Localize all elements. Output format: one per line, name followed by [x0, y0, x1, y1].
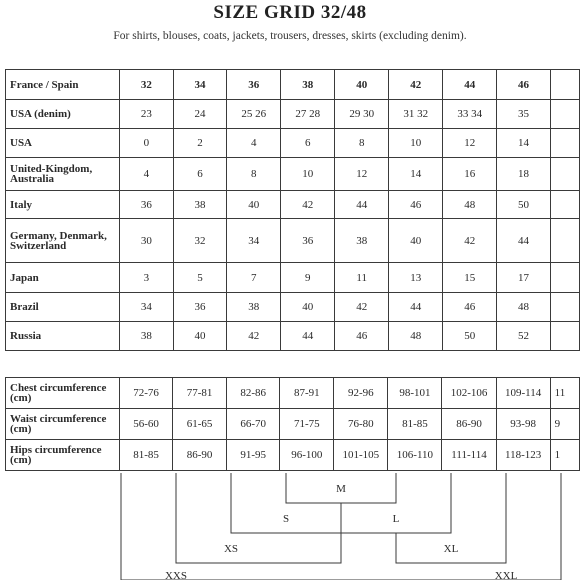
table-cell: 42 [389, 70, 443, 100]
row-label: Germany, Denmark, Switzerland [6, 219, 120, 263]
table-cell: 44 [281, 322, 335, 351]
table-cell: 6 [173, 158, 227, 191]
table-cell: 87-91 [280, 378, 334, 409]
table-cell: 48 [389, 322, 443, 351]
table-cell: 40 [227, 191, 281, 219]
table-cell: 38 [281, 70, 335, 100]
table-cell: 38 [227, 293, 281, 322]
table-cell: 34 [173, 70, 227, 100]
table-cell: 5 [173, 263, 227, 293]
table-cell: 106-110 [388, 440, 442, 471]
table-cell: 34 [227, 219, 281, 263]
table-cell: 25 26 [227, 100, 281, 129]
row-label: Brazil [6, 293, 120, 322]
table-cell: 102-106 [442, 378, 496, 409]
row-label: USA (denim) [6, 100, 120, 129]
table-cell: 92-96 [334, 378, 388, 409]
row-label: USA [6, 129, 120, 158]
table-cell: 0 [120, 129, 174, 158]
table-cell: 30 [120, 219, 174, 263]
table-cell: 9 [281, 263, 335, 293]
table-cell: 36 [173, 293, 227, 322]
table-cell: 3 [120, 263, 174, 293]
table-cell: 36 [120, 191, 174, 219]
table-cell: 96-100 [280, 440, 334, 471]
table-cell: 50 [443, 322, 497, 351]
table-cell: 42 [281, 191, 335, 219]
table-cell: 44 [443, 70, 497, 100]
table-cell: 36 [281, 219, 335, 263]
table-cell: 1 [550, 440, 579, 471]
row-label: Hips circumference (cm) [6, 440, 120, 471]
row-label: United-Kingdom, Australia [6, 158, 120, 191]
table-cell: 12 [335, 158, 389, 191]
table-cell: 93-98 [496, 409, 550, 440]
table-cell: 9 [550, 409, 579, 440]
table-cell: 98-101 [388, 378, 442, 409]
table-cell: 40 [281, 293, 335, 322]
table-cell: 76-80 [334, 409, 388, 440]
table-cell: 101-105 [334, 440, 388, 471]
table-cell: 8 [335, 129, 389, 158]
fit-label-s: S [282, 513, 290, 525]
fit-label-xl: XL [443, 543, 459, 555]
table-cell: 38 [335, 219, 389, 263]
table-cell: 44 [389, 293, 443, 322]
row-label: Japan [6, 263, 120, 293]
table-cell: 34 [120, 293, 174, 322]
table-cell: 82-86 [226, 378, 280, 409]
table-cell: 109-114 [496, 378, 550, 409]
table-cell: 42 [443, 219, 497, 263]
fit-label-xs: XS [223, 543, 239, 555]
table-cell: 38 [173, 191, 227, 219]
table-cell: 8 [227, 158, 281, 191]
table-cell: 15 [443, 263, 497, 293]
table-cell: 56-60 [119, 409, 173, 440]
table-cell: 24 [173, 100, 227, 129]
table-cell: 14 [497, 129, 551, 158]
fit-label-m: M [336, 483, 346, 495]
table-cell: 40 [389, 219, 443, 263]
row-label: Chest circumference (cm) [6, 378, 120, 409]
fit-label-xxs: XXS [164, 570, 188, 580]
table-cell: 71-75 [280, 409, 334, 440]
table-cell: 46 [389, 191, 443, 219]
table-cell: 17 [497, 263, 551, 293]
table-cell: 23 [120, 100, 174, 129]
table-cell: 27 28 [281, 100, 335, 129]
table-cell: 81-85 [119, 440, 173, 471]
table-cell: 14 [389, 158, 443, 191]
table-cell: 86-90 [173, 440, 227, 471]
table-cell: 48 [443, 191, 497, 219]
table-cell: 11 [550, 378, 579, 409]
row-label: Waist circumference (cm) [6, 409, 120, 440]
table-cell: 72-76 [119, 378, 173, 409]
table-cell: 118-123 [496, 440, 550, 471]
table-cell: 46 [335, 322, 389, 351]
table-cell: 66-70 [226, 409, 280, 440]
table-cell: 32 [120, 70, 174, 100]
table-cell: 13 [389, 263, 443, 293]
fit-label-xxl: XXL [494, 570, 518, 580]
table-cell: 7 [227, 263, 281, 293]
table-cell: 111-114 [442, 440, 496, 471]
table-cell: 86-90 [442, 409, 496, 440]
page-subtitle: For shirts, blouses, coats, jackets, trousers, dresses, skirts (excluding denim). [113, 30, 467, 42]
table-cell: 12 [443, 129, 497, 158]
row-label: France / Spain [6, 70, 120, 100]
table-cell: 52 [497, 322, 551, 351]
fit-label-l: L [392, 513, 400, 525]
table-cell: 50 [497, 191, 551, 219]
table-cell: 31 32 [389, 100, 443, 129]
table-cell: 32 [173, 219, 227, 263]
table-cell: 11 [335, 263, 389, 293]
page-title: SIZE GRID 32/48 [213, 2, 367, 23]
table-cell: 46 [443, 293, 497, 322]
table-cell: 29 30 [335, 100, 389, 129]
table-cell: 10 [389, 129, 443, 158]
table-cell: 10 [281, 158, 335, 191]
table-cell: 38 [120, 322, 174, 351]
table-cell: 36 [227, 70, 281, 100]
table-cell: 40 [173, 322, 227, 351]
table-cell: 33 34 [443, 100, 497, 129]
table-cell: 40 [335, 70, 389, 100]
table-cell: 16 [443, 158, 497, 191]
table-cell: 2 [173, 129, 227, 158]
table-cell: 18 [497, 158, 551, 191]
table-cell: 77-81 [173, 378, 227, 409]
table-cell: 35 [497, 100, 551, 129]
table-cell: 61-65 [173, 409, 227, 440]
table-cell: 42 [335, 293, 389, 322]
table-cell: 91-95 [226, 440, 280, 471]
table-cell: 4 [120, 158, 174, 191]
row-label: Russia [6, 322, 120, 351]
table-cell: 4 [227, 129, 281, 158]
table-cell: 46 [497, 70, 551, 100]
table-cell: 48 [497, 293, 551, 322]
row-label: Italy [6, 191, 120, 219]
table-cell: 44 [335, 191, 389, 219]
table-cell: 42 [227, 322, 281, 351]
table-cell: 81-85 [388, 409, 442, 440]
table-cell: 6 [281, 129, 335, 158]
table-cell: 44 [497, 219, 551, 263]
